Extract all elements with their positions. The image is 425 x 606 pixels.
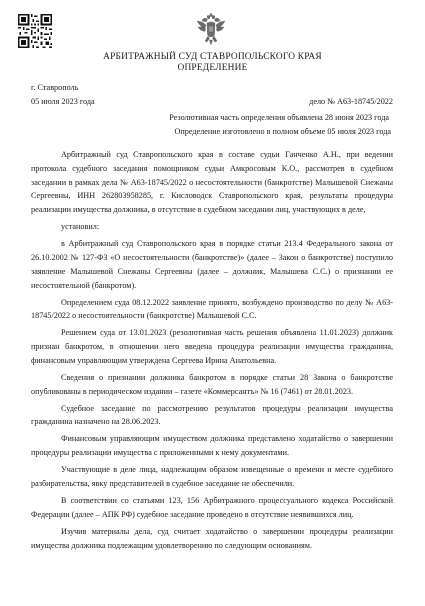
document-body	[31, 148, 393, 556]
paragraph: Сведения о признании должника банкротом в порядке статьи 28 Закона о банкротстве опубликованы в периодическом издании – газете «Коммерсантъ» № 16 (7461) от 28.01.2023.	[31, 372, 393, 396]
paragraph: Участвующие в деле лица, надлежащим образом извещенные о времени и месте судебного разбирательства, явку представителей в судебное заседание не обеспечили.	[31, 465, 393, 489]
paragraph: В соответствии со статьями 123, 156 Арбитражного процессуального кодекса Российской Федерации (далее – АПК РФ) судебное заседание проведено в отсутствие неявившихся лиц.	[31, 496, 393, 519]
paragraph: Судебное заседание по рассмотрению результатов процедуры реализации имущества гражданина назначено на 28.06.2023.	[31, 403, 393, 427]
document-date: 05 июля 2023 года	[31, 97, 95, 106]
document-type: ОПРЕДЕЛЕНИЕ	[177, 63, 248, 73]
paragraph: в Арбитражный суд Ставропольского края в порядке статьи 213.4 Федерального закона от 26.10.2002 № 127-ФЗ «О несостоятельности (банкротстве)» (далее – Закон о банкротстве) поступило заявление Малышевой Снежаны Сергеевны (далее – должник, Малышева С.С.) о признании ее несостоятельной (банкротом).	[31, 239, 393, 290]
city: г. Ставрополь	[31, 83, 79, 92]
paragraph: установил:	[61, 222, 100, 232]
coat-of-arms-emblem	[196, 12, 226, 46]
paragraph: Решением суда от 13.01.2023 (резолютивная часть решения объявлена 11.01.2023) должник признан банкротом, в отношении него введена процедура реализации имущества гражданина, финансовым управляющим утверждена Сергеева Ирина Анатольевна.	[31, 328, 393, 365]
paragraph: Определением суда 08.12.2022 заявление принято, возбуждено производство по делу № А63-18745/2022 о несостоятельности (банкротстве) Малышевой С.С.	[31, 297, 393, 321]
full-text-note: Определение изготовлено в полном объеме 05 июля 2023 года	[174, 127, 391, 136]
court-name: АРБИТРАЖНЫЙ СУД СТАВРОПОЛЬСКОГО КРАЯ	[103, 52, 322, 62]
paragraph: Арбитражный суд Ставропольского края в составе судьи Ганченко А.Н., при ведении протокола судебного заседания помощником судьи Амкросовым К.О., рассмотрев в судебном заседании в рамках дела № А63-18745/2022 о несостоятельности (банкротстве) Малышевой Снежаны Сергеевны, ИНН 262803958285, г. Кисловодск Ставропольского края, результаты процедуры реализации имущества должника, в отсутствие в судебном заседании лиц, участвующих в деле,	[31, 150, 393, 215]
paragraph: Финансовым управляющим имуществом должника представлено ходатайство о завершении процедуры реализации имущества с приложенными к нему документами.	[31, 434, 393, 458]
paragraph: Изучив материалы дела, суд считает ходатайство о завершении процедуры реализации имущества должника подлежащим удовлетворению по следующим основаниям.	[31, 526, 393, 550]
case-number: дело № А63-18745/2022	[309, 97, 393, 106]
qr-code	[18, 14, 52, 48]
operative-part-note: Резолютивная часть определения объявлена 28 июня 2023 года	[169, 113, 389, 122]
